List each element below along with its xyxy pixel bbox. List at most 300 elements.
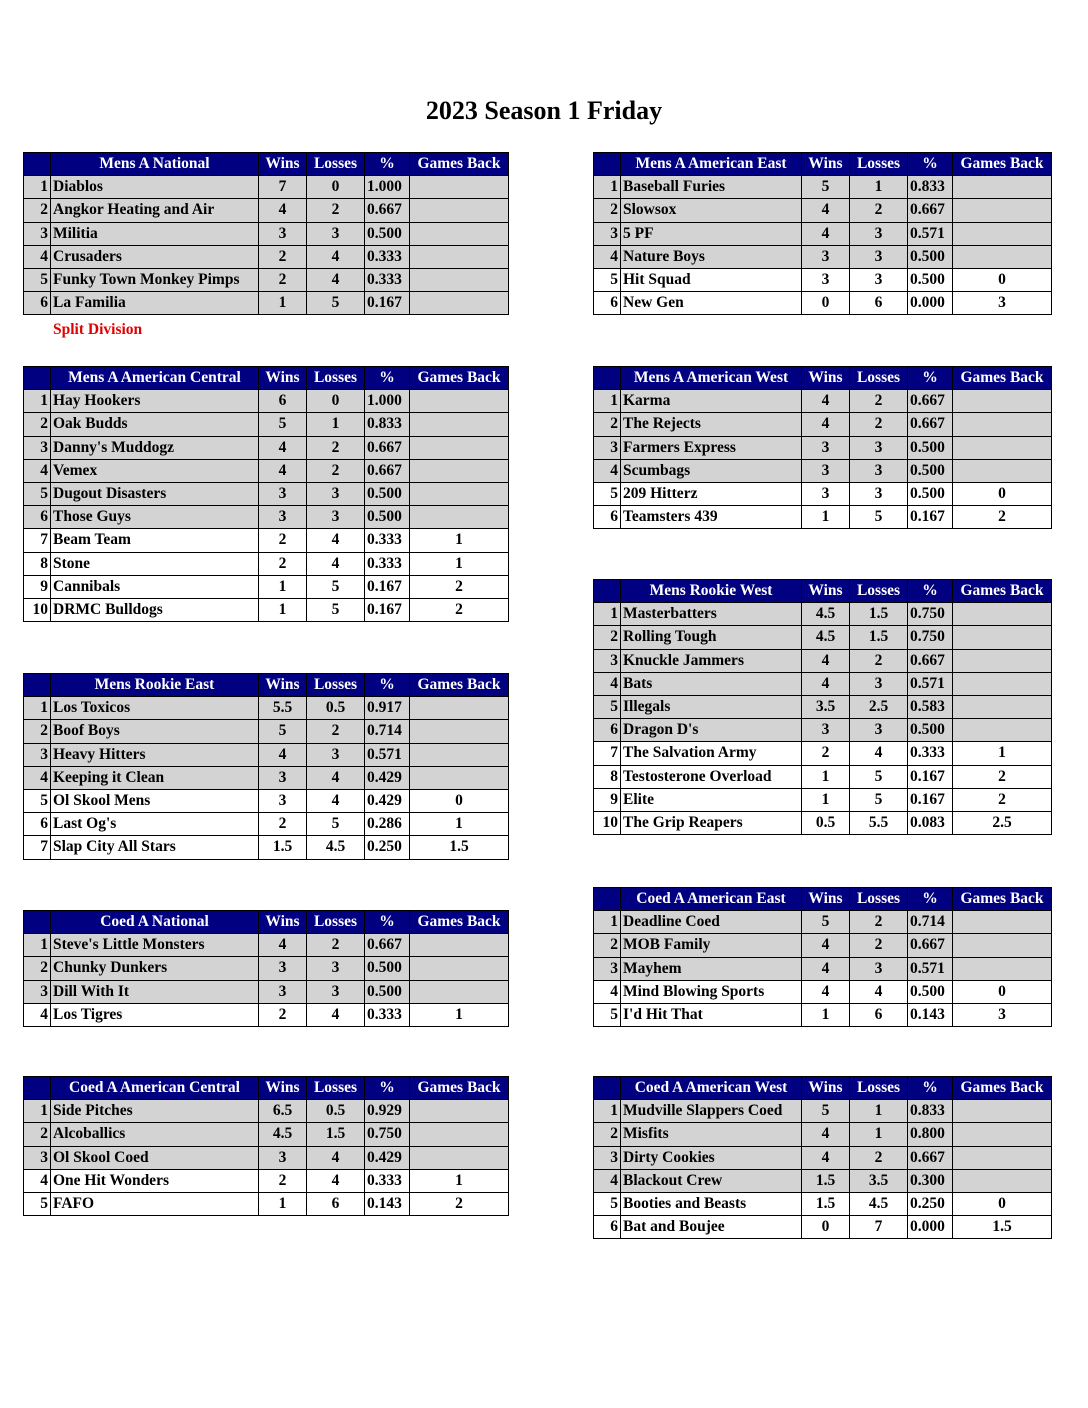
wins-cell: 2 [259,1169,307,1192]
losses-cell: 1 [850,176,908,199]
wins-cell: 2 [259,245,307,268]
team-name-cell: La Familia [51,292,259,315]
table-row [594,292,1052,315]
pct-cell: 0.333 [365,1003,410,1026]
games-back-header: Games Back [410,674,509,697]
rank-cell: 5 [24,482,51,505]
wins-cell: 4 [802,980,850,1003]
team-name-cell: Those Guys [51,506,259,529]
wins-cell: 4 [802,1123,850,1146]
division-name: Coed A National [51,911,259,934]
losses-header: Losses [307,153,365,176]
wins-cell: 1.5 [802,1169,850,1192]
games-back-cell [410,176,509,199]
standings-table-coed-a-american-west [593,1076,1052,1239]
table-row [594,695,1052,718]
division-name: Mens A National [51,153,259,176]
games-back-cell: 1 [410,1169,509,1192]
table-row [24,390,509,413]
header-blank [594,153,621,176]
rank-cell: 2 [24,957,51,980]
wins-header: Wins [802,888,850,911]
rank-cell: 5 [594,1192,621,1215]
losses-cell: 4.5 [850,1192,908,1215]
losses-cell: 5 [307,292,365,315]
table-row [24,506,509,529]
pct-cell: 0.667 [908,649,953,672]
team-name-cell: Dill With It [51,980,259,1003]
rank-cell: 10 [594,811,621,834]
losses-cell: 4 [850,980,908,1003]
rank-cell: 6 [24,506,51,529]
pct-cell: 0.714 [908,911,953,934]
pct-cell: 0.667 [908,390,953,413]
pct-cell: 0.833 [908,176,953,199]
games-back-cell: 1 [410,529,509,552]
table-row [594,199,1052,222]
pct-cell: 0.571 [908,957,953,980]
losses-cell: 0 [307,176,365,199]
pct-cell: 0.333 [365,552,410,575]
losses-header: Losses [307,674,365,697]
rank-cell: 5 [24,789,51,812]
games-back-cell [410,268,509,291]
pct-cell: 0.083 [908,811,953,834]
wins-cell: 3.5 [802,695,850,718]
losses-cell: 3 [850,672,908,695]
rank-cell: 5 [594,695,621,718]
games-back-cell [410,222,509,245]
division-name: Coed A American East [621,888,802,911]
team-name-cell: Militia [51,222,259,245]
rank-cell: 3 [24,222,51,245]
table-row [24,720,509,743]
wins-cell: 4 [259,934,307,957]
wins-cell: 4 [259,459,307,482]
pct-cell: 0.750 [908,603,953,626]
header-blank [594,888,621,911]
team-name-cell: Mind Blowing Sports [621,980,802,1003]
losses-cell: 4 [307,1169,365,1192]
team-name-cell: Ol Skool Coed [51,1146,259,1169]
losses-cell: 4 [307,789,365,812]
wins-cell: 4 [802,957,850,980]
team-name-cell: Chunky Dunkers [51,957,259,980]
pct-header: % [908,153,953,176]
team-name-cell: The Rejects [621,413,802,436]
rank-cell: 5 [594,268,621,291]
rank-cell: 3 [24,436,51,459]
pct-cell: 0.333 [365,529,410,552]
wins-cell: 2 [259,813,307,836]
pct-cell: 0.714 [365,720,410,743]
games-back-cell [410,957,509,980]
team-name-cell: Keeping it Clean [51,766,259,789]
table-row [24,1169,509,1192]
wins-cell: 4 [802,199,850,222]
games-back-cell [953,245,1052,268]
pct-cell: 0.833 [908,1100,953,1123]
wins-cell: 3 [259,222,307,245]
wins-cell: 3 [802,482,850,505]
wins-cell: 4 [802,222,850,245]
team-name-cell: Knuckle Jammers [621,649,802,672]
table-row [594,413,1052,436]
wins-cell: 3 [259,506,307,529]
games-back-header: Games Back [410,1077,509,1100]
losses-cell: 4.5 [307,836,365,859]
losses-cell: 4 [307,766,365,789]
wins-cell: 4 [802,413,850,436]
losses-cell: 3.5 [850,1169,908,1192]
losses-cell: 5 [850,506,908,529]
losses-cell: 4 [307,1146,365,1169]
rank-cell: 3 [24,980,51,1003]
pct-cell: 0.571 [908,672,953,695]
team-name-cell: Hit Squad [621,268,802,291]
pct-cell: 0.667 [908,1146,953,1169]
losses-cell: 3 [850,436,908,459]
losses-header: Losses [850,153,908,176]
losses-cell: 3 [850,222,908,245]
pct-cell: 0.167 [908,788,953,811]
losses-cell: 2 [850,390,908,413]
games-back-header: Games Back [953,153,1052,176]
table-row [24,176,509,199]
rank-cell: 1 [594,1100,621,1123]
table-row [594,649,1052,672]
table-row [594,459,1052,482]
table-row [594,1216,1052,1239]
rank-cell: 2 [24,199,51,222]
header-blank [24,674,51,697]
games-back-cell [953,413,1052,436]
rank-cell: 2 [24,1123,51,1146]
games-back-cell [410,506,509,529]
wins-cell: 0 [802,292,850,315]
team-name-cell: Cannibals [51,575,259,598]
rank-cell: 3 [24,1146,51,1169]
rank-cell: 1 [24,697,51,720]
team-name-cell: Testosterone Overload [621,765,802,788]
header-row [594,580,1052,603]
table-row [594,1192,1052,1215]
pct-header: % [908,888,953,911]
table-row [594,1100,1052,1123]
games-back-cell [410,245,509,268]
rank-cell: 9 [24,575,51,598]
division-name: Mens Rookie West [621,580,802,603]
pct-cell: 0.500 [908,268,953,291]
table-row [24,245,509,268]
pct-cell: 0.800 [908,1123,953,1146]
table-row [594,1003,1052,1026]
games-back-cell [953,672,1052,695]
team-name-cell: The Grip Reapers [621,811,802,834]
games-back-header: Games Back [410,153,509,176]
rank-cell: 4 [24,1169,51,1192]
pct-cell: 1.000 [365,176,410,199]
table-row [594,482,1052,505]
pct-cell: 0.167 [908,506,953,529]
losses-cell: 2 [307,934,365,957]
team-name-cell: Los Tigres [51,1003,259,1026]
wins-cell: 2 [259,552,307,575]
table-row [594,811,1052,834]
wins-cell: 4 [802,390,850,413]
wins-cell: 5 [259,720,307,743]
wins-cell: 4 [802,649,850,672]
pct-cell: 0.000 [908,1216,953,1239]
table-row [594,980,1052,1003]
rank-cell: 2 [594,626,621,649]
pct-cell: 0.500 [908,245,953,268]
team-name-cell: Angkor Heating and Air [51,199,259,222]
pct-cell: 0.500 [365,222,410,245]
table-row [24,836,509,859]
wins-header: Wins [259,153,307,176]
team-name-cell: I'd Hit That [621,1003,802,1026]
losses-cell: 2 [307,720,365,743]
rank-cell: 4 [594,672,621,695]
header-row [594,1077,1052,1100]
table-row [24,482,509,505]
pct-cell: 0.667 [365,436,410,459]
games-back-cell [953,199,1052,222]
rank-cell: 2 [594,199,621,222]
table-row [594,788,1052,811]
games-back-cell [953,1123,1052,1146]
wins-cell: 4.5 [259,1123,307,1146]
losses-cell: 6 [850,292,908,315]
wins-header: Wins [259,367,307,390]
rank-cell: 3 [594,649,621,672]
games-back-cell [953,459,1052,482]
games-back-cell: 2.5 [953,811,1052,834]
table-row [24,743,509,766]
wins-cell: 7 [259,176,307,199]
games-back-header: Games Back [953,580,1052,603]
games-back-header: Games Back [953,1077,1052,1100]
header-row [594,888,1052,911]
losses-header: Losses [850,580,908,603]
games-back-header: Games Back [953,888,1052,911]
team-name-cell: Danny's Muddogz [51,436,259,459]
team-name-cell: Mayhem [621,957,802,980]
wins-cell: 3 [802,245,850,268]
games-back-cell [953,695,1052,718]
wins-cell: 3 [259,766,307,789]
wins-header: Wins [259,1077,307,1100]
team-name-cell: Ol Skool Mens [51,789,259,812]
table-row [24,459,509,482]
losses-cell: 1 [307,413,365,436]
rank-cell: 6 [24,813,51,836]
pct-cell: 0.667 [365,199,410,222]
losses-cell: 7 [850,1216,908,1239]
table-row [24,980,509,1003]
losses-cell: 0.5 [307,1100,365,1123]
rank-cell: 1 [24,390,51,413]
pct-cell: 0.500 [908,719,953,742]
pct-cell: 0.167 [365,292,410,315]
standings-table-coed-a-national [23,910,509,1027]
wins-cell: 1 [259,575,307,598]
team-name-cell: Bat and Boujee [621,1216,802,1239]
rank-cell: 5 [594,1003,621,1026]
games-back-cell: 2 [410,1192,509,1215]
games-back-cell: 1.5 [410,836,509,859]
games-back-header: Games Back [953,367,1052,390]
pct-cell: 0.571 [365,743,410,766]
rank-cell: 7 [594,742,621,765]
games-back-cell: 2 [953,506,1052,529]
games-back-cell [953,603,1052,626]
rank-cell: 1 [594,390,621,413]
table-row [24,766,509,789]
rank-cell: 1 [594,911,621,934]
games-back-cell [410,1146,509,1169]
pct-cell: 0.333 [908,742,953,765]
losses-cell: 2 [307,199,365,222]
pct-cell: 0.500 [365,980,410,1003]
rank-cell: 8 [24,552,51,575]
table-row [24,813,509,836]
standings-table-coed-a-american-central [23,1076,509,1216]
header-blank [24,367,51,390]
wins-cell: 4.5 [802,626,850,649]
header-blank [24,153,51,176]
losses-cell: 5 [307,575,365,598]
team-name-cell: Slap City All Stars [51,836,259,859]
losses-cell: 4 [307,529,365,552]
team-name-cell: Last Og's [51,813,259,836]
team-name-cell: 5 PF [621,222,802,245]
division-name: Coed A American West [621,1077,802,1100]
table-row [24,199,509,222]
losses-cell: 2 [307,459,365,482]
table-row [24,1192,509,1215]
losses-cell: 1 [850,1123,908,1146]
wins-cell: 1 [802,788,850,811]
team-name-cell: Mudville Slappers Coed [621,1100,802,1123]
losses-cell: 5 [307,813,365,836]
losses-cell: 3 [307,957,365,980]
wins-cell: 5 [802,1100,850,1123]
rank-cell: 5 [594,482,621,505]
losses-cell: 2 [307,436,365,459]
wins-cell: 4 [802,672,850,695]
pct-cell: 0.500 [908,459,953,482]
rank-cell: 8 [594,765,621,788]
header-row [594,367,1052,390]
games-back-cell [953,1169,1052,1192]
team-name-cell: Karma [621,390,802,413]
wins-cell: 4 [259,199,307,222]
games-back-cell [953,934,1052,957]
losses-cell: 6 [307,1192,365,1215]
losses-header: Losses [307,367,365,390]
pct-cell: 0.929 [365,1100,410,1123]
team-name-cell: Baseball Furies [621,176,802,199]
team-name-cell: Hay Hookers [51,390,259,413]
header-blank [24,911,51,934]
header-blank [594,580,621,603]
losses-cell: 2 [850,413,908,436]
games-back-cell: 0 [953,482,1052,505]
header-blank [594,1077,621,1100]
team-name-cell: Steve's Little Monsters [51,934,259,957]
pct-cell: 0.167 [908,765,953,788]
wins-cell: 5 [259,413,307,436]
wins-header: Wins [802,1077,850,1100]
wins-cell: 0.5 [802,811,850,834]
games-back-cell [410,1100,509,1123]
team-name-cell: The Salvation Army [621,742,802,765]
games-back-cell [953,390,1052,413]
losses-cell: 0 [307,390,365,413]
wins-header: Wins [802,367,850,390]
wins-cell: 6.5 [259,1100,307,1123]
rank-cell: 9 [594,788,621,811]
table-row [24,598,509,621]
losses-cell: 1 [850,1100,908,1123]
header-blank [594,367,621,390]
standings-table-mens-rookie-east [23,673,509,860]
table-row [594,742,1052,765]
team-name-cell: Dragon D's [621,719,802,742]
games-back-cell [953,222,1052,245]
team-name-cell: Diablos [51,176,259,199]
header-row [24,153,509,176]
team-name-cell: Slowsox [621,199,802,222]
wins-cell: 4 [259,436,307,459]
wins-cell: 5 [802,176,850,199]
team-name-cell: Blackout Crew [621,1169,802,1192]
wins-cell: 5 [802,911,850,934]
pct-cell: 1.000 [365,390,410,413]
table-row [24,957,509,980]
games-back-cell [953,649,1052,672]
team-name-cell: Crusaders [51,245,259,268]
rank-cell: 4 [594,245,621,268]
rank-cell: 3 [24,743,51,766]
pct-cell: 0.429 [365,789,410,812]
losses-cell: 5 [307,598,365,621]
pct-header: % [365,367,410,390]
table-row [594,765,1052,788]
losses-cell: 2 [850,1146,908,1169]
rank-cell: 6 [594,506,621,529]
games-back-cell [410,980,509,1003]
pct-cell: 0.750 [908,626,953,649]
pct-cell: 0.500 [908,980,953,1003]
header-row [594,153,1052,176]
team-name-cell: Side Pitches [51,1100,259,1123]
rank-cell: 2 [24,720,51,743]
table-row [24,413,509,436]
pct-header: % [365,1077,410,1100]
rank-cell: 4 [24,245,51,268]
losses-cell: 2 [850,649,908,672]
games-back-cell [953,911,1052,934]
table-row [594,1123,1052,1146]
table-row [594,436,1052,459]
losses-cell: 2.5 [850,695,908,718]
header-row [24,367,509,390]
rank-cell: 6 [594,292,621,315]
table-row [24,697,509,720]
